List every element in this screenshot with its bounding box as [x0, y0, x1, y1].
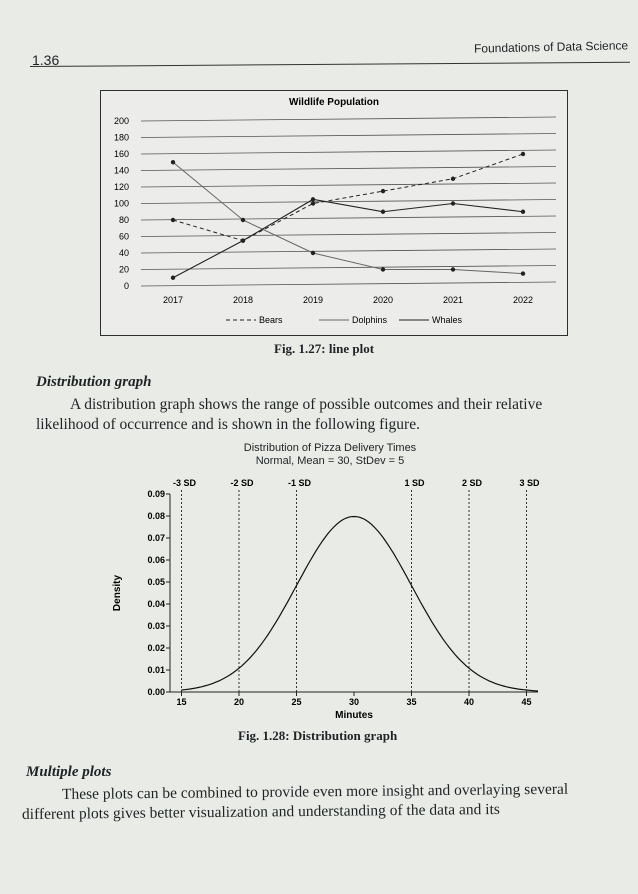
- point-whales: [311, 197, 315, 201]
- y-tick-label: 120: [113, 182, 129, 192]
- point-whales: [521, 210, 525, 214]
- header-rule: [30, 62, 630, 67]
- y-tick-label: 0.00: [147, 687, 165, 697]
- page-number: 1.36: [32, 52, 60, 68]
- y-tick-label: 100: [113, 198, 129, 209]
- sd-label: 3 SD: [519, 478, 540, 488]
- legend-label-bears: Bears: [259, 315, 283, 325]
- distribution-title: Distribution of Pizza Delivery Times: [243, 442, 417, 454]
- y-tick-label: 0.03: [147, 621, 165, 631]
- gridline-100: [141, 200, 556, 204]
- y-tick-label: 0.01: [147, 665, 165, 675]
- gridline-120: [141, 183, 556, 187]
- point-bears: [521, 152, 525, 156]
- x-tick-label: 35: [406, 697, 417, 707]
- point-whales: [381, 210, 385, 214]
- point-whales: [451, 201, 455, 205]
- x-axis-label: Minutes: [335, 710, 373, 721]
- x-tick-label: 20: [233, 697, 245, 707]
- line-chart: [101, 91, 567, 335]
- body-text-line-4: different plots gives better visualization and understanding of the data and its: [21, 800, 500, 823]
- y-axis-label: Density: [112, 574, 123, 612]
- y-tick-label: 0.09: [147, 489, 165, 499]
- body-text-line-3: These plots can be combined to provide even more insight and overlaying several: [61, 780, 569, 803]
- point-bears: [451, 177, 455, 181]
- line-chart-title: Wildlife Population: [289, 97, 379, 108]
- sd-label: -2 SD: [230, 478, 254, 488]
- gridline-180: [141, 134, 556, 138]
- point-bears: [381, 189, 385, 193]
- y-tick-label: 40: [118, 248, 129, 258]
- x-tick-label: 25: [291, 697, 302, 707]
- line-plot-figure: [100, 90, 568, 336]
- figure-2-caption: Fig. 1.28: Distribution graph: [238, 728, 398, 743]
- section-heading-multiple-plots: Multiple plots: [26, 764, 112, 780]
- figure-1-caption: Fig. 1.27: line plot: [274, 341, 375, 356]
- gridline-40: [141, 249, 556, 253]
- point-dolphins: [521, 271, 525, 275]
- gridline-200: [141, 117, 556, 121]
- y-tick-label: 60: [118, 231, 129, 242]
- point-whales: [171, 276, 175, 280]
- gridline-60: [141, 233, 556, 237]
- x-tick-label: 2021: [442, 295, 464, 305]
- x-tick-label: 2022: [512, 295, 534, 305]
- sd-label: -3 SD: [172, 478, 197, 488]
- y-tick-label: 20: [118, 264, 129, 275]
- x-tick-label: 40: [463, 697, 475, 707]
- x-tick-label: 2019: [302, 295, 324, 305]
- legend-label-dolphins: Dolphins: [352, 315, 388, 325]
- x-tick-label: 15: [176, 697, 187, 707]
- point-bears: [171, 218, 175, 222]
- sd-label: 1 SD: [404, 478, 425, 488]
- y-tick-label: 0.05: [147, 577, 165, 587]
- point-dolphins: [241, 218, 245, 222]
- point-dolphins: [451, 267, 455, 271]
- point-bears: [311, 201, 315, 205]
- y-tick-label: 140: [113, 165, 129, 176]
- distribution-subtitle: Normal, Mean = 30, StDev = 5: [255, 455, 405, 467]
- point-dolphins: [381, 267, 385, 271]
- y-tick-label: 0: [123, 281, 129, 291]
- gridline-160: [141, 150, 556, 154]
- x-tick-label: 30: [348, 697, 360, 707]
- point-dolphins: [171, 160, 175, 164]
- y-tick-label: 0.02: [147, 643, 165, 653]
- gridline-20: [141, 266, 556, 270]
- y-tick-label: 160: [113, 149, 129, 159]
- y-tick-label: 0.04: [147, 599, 165, 609]
- density-curve: [182, 517, 539, 692]
- body-text-line-1: A distribution graph shows the range of possible outcomes and their relative: [70, 396, 543, 413]
- legend-label-whales: Whales: [432, 315, 463, 325]
- x-tick-label: 2017: [162, 295, 184, 305]
- point-whales: [241, 238, 245, 242]
- body-text-line-2: likelihood of occurrence and is shown in the following figure.: [36, 416, 420, 433]
- gridline-0: [141, 282, 556, 286]
- x-tick-label: 2020: [372, 295, 394, 305]
- gridline-140: [141, 167, 556, 171]
- distribution-chart-title: [200, 442, 460, 468]
- point-dolphins: [311, 251, 315, 255]
- y-tick-label: 0.06: [147, 555, 165, 565]
- section-heading-distribution: Distribution graph: [36, 374, 152, 390]
- y-tick-label: 200: [113, 116, 129, 126]
- y-tick-label: 0.08: [147, 511, 165, 521]
- sd-label: -1 SD: [287, 478, 312, 488]
- y-tick-label: 180: [113, 132, 129, 143]
- gridline-80: [141, 216, 556, 220]
- x-tick-label: 45: [521, 697, 532, 707]
- x-tick-label: 2018: [232, 295, 254, 305]
- y-tick-label: 0.07: [147, 533, 165, 543]
- running-title: Foundations of Data Science: [473, 38, 629, 56]
- sd-label: 2 SD: [461, 478, 483, 488]
- y-tick-label: 80: [118, 215, 129, 225]
